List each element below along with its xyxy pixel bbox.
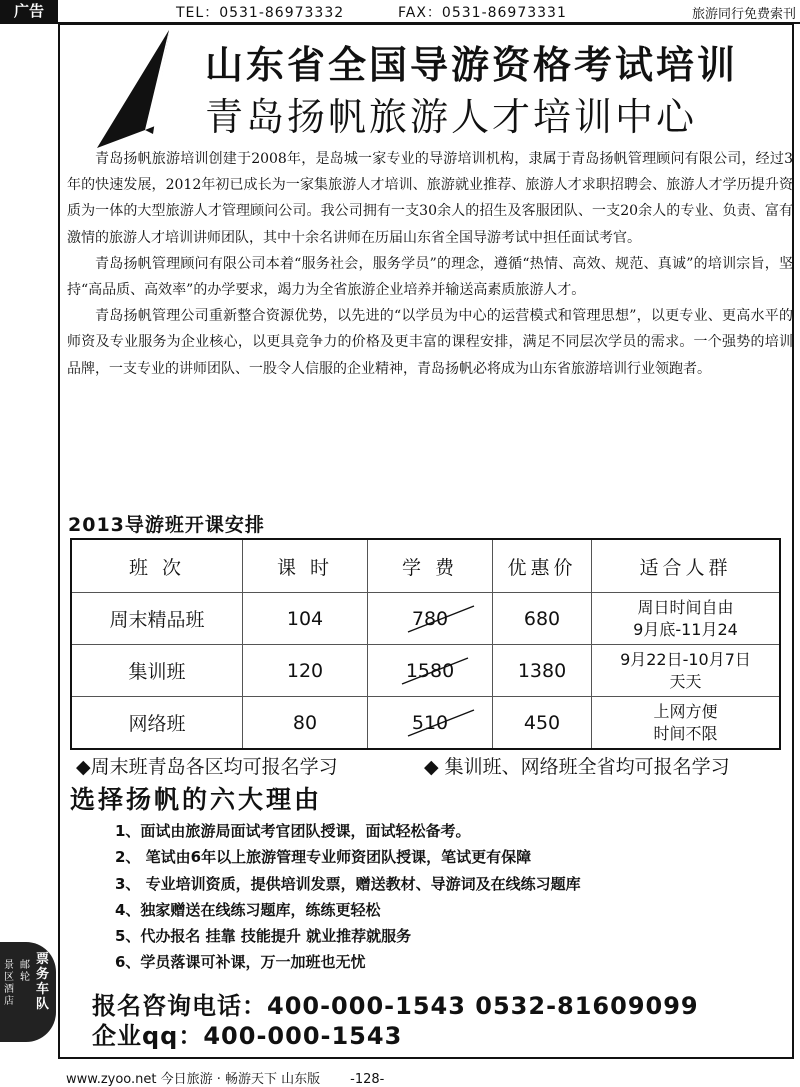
title-line-1: 山东省全国导游资格考试培训 — [205, 43, 739, 87]
class-fee — [368, 593, 493, 645]
table-row — [71, 697, 780, 750]
original-fee: 510 — [411, 711, 449, 734]
class-name: 集训班 — [71, 645, 243, 697]
list-item: 5、代办报名 挂靠 技能提升 就业推荐就服务 — [115, 927, 412, 946]
intro-paragraph: 青岛扬帆管理顾问有限公司本着“服务社会，服务学员”的理念，遵循“热情、高效、规范、真诚”的培训宗旨，坚持“高品质、高效率”的办学要求，竭力为全省旅游企业培养并输送高素质旅游人才。 — [67, 255, 793, 299]
class-fee — [368, 697, 493, 750]
side-tab-col1: 景区酒店 — [4, 960, 14, 1007]
tel-number: TEL：0531-86973332 — [176, 5, 345, 21]
title-line-2: 青岛扬帆旅游人才培训中心 — [205, 95, 698, 139]
side-tab-col3: 票务车队 — [36, 952, 50, 1012]
sail-logo-icon — [95, 30, 175, 150]
original-fee: 1580 — [405, 659, 455, 682]
note-weekend: ◆周末班青岛各区均可报名学习 — [76, 756, 338, 778]
original-fee: 780 — [411, 607, 449, 630]
intro-text — [67, 146, 793, 382]
audience-line: 天天 — [669, 671, 702, 691]
fax-number: FAX：0531-86973331 — [398, 5, 567, 21]
list-item: 4、独家赠送在线练习题库，练练更轻松 — [115, 900, 381, 919]
class-audience — [592, 697, 781, 750]
class-audience — [592, 645, 781, 697]
class-name: 周末精品班 — [71, 593, 243, 645]
audience-line: 9月底-11月24 — [633, 619, 738, 639]
audience-line: 时间不限 — [653, 723, 718, 743]
audience-line: 上网方便 — [653, 701, 718, 721]
schedule-title: 2013导游班开课安排 — [68, 514, 265, 536]
audience-line: 9月22日-10月7日 — [620, 649, 751, 669]
footer-text: www.zyoo.net 今日旅游 · 畅游天下 山东版 — [66, 1072, 321, 1087]
class-hours: 104 — [243, 593, 368, 645]
intro-paragraph: 青岛扬帆管理公司重新整合资源优势，以先进的“以学员为中心的运营模式和管理思想”，以更专业、更高水平的师资及专业服务为企业核心，以更具竞争力的价格及更丰富的课程安排，满足不同层次学员的需求。一个强势的培训品牌，一支专业的讲师团队、一股令人信服的企业精神，青岛扬帆必将成为山东省旅游培训行业领跑者。 — [67, 308, 793, 377]
list-item: 3、 专业培训资质，提供培训发票，赠送教材、导游词及在线练习题库 — [115, 874, 581, 893]
table-row — [71, 593, 780, 645]
strike-mark-icon — [406, 604, 476, 634]
class-name: 网络班 — [71, 697, 243, 750]
reasons-title: 选择扬帆的六大理由 — [70, 785, 323, 814]
header-class: 班 次 — [71, 539, 243, 593]
class-fee — [368, 645, 493, 697]
list-item: 6、学员落课可补课，万一加班也无忧 — [115, 953, 366, 972]
class-hours: 80 — [243, 697, 368, 750]
contact-qq: 企业qq：400-000-1543 — [92, 1022, 403, 1050]
side-tab-col2: 邮轮 — [20, 960, 30, 983]
footer — [66, 1068, 384, 1087]
class-discount: 1380 — [493, 645, 592, 697]
note-province: ◆ 集训班、网络班全省均可报名学习 — [424, 756, 730, 778]
header-discount: 优惠价 — [493, 539, 592, 593]
class-discount: 450 — [493, 697, 592, 750]
list-item: 1、面试由旅游局面试考官团队授课，面试轻松备考。 — [115, 822, 471, 840]
audience-line: 周日时间自由 — [637, 597, 734, 617]
contact-phone: 报名咨询电话：400-000-1543 0532-81609099 — [92, 992, 699, 1020]
intro-paragraph: 青岛扬帆旅游培训创建于2008年，是岛城一家专业的导游培训机构，隶属于青岛扬帆管理顾问有限公司，经过3年的快速发展，2012年初已成长为一家集旅游人才培训、旅游就业推荐、旅游人才求职招聘会、旅游人才学历提升资质为一体的大型旅游人才管理顾问公司。我公司拥有一支30余人的招生及客服团队、一支20余人的专业、负责、富有激情的旅游人才培训讲师团队，其中十余名讲师在历届山东省全国导游考试中担任面试考官。 — [67, 151, 793, 246]
header-audience: 适合人群 — [592, 539, 781, 593]
class-discount: 680 — [493, 593, 592, 645]
table-row — [71, 645, 780, 697]
strike-mark-icon — [406, 708, 476, 738]
schedule-table — [70, 538, 781, 750]
table-header-row — [71, 539, 780, 593]
class-audience — [592, 593, 781, 645]
page-header — [0, 0, 800, 24]
ad-tag: 广告 — [0, 0, 58, 22]
strike-mark-icon — [400, 656, 470, 686]
header-right-text: 旅游同行免费索刊 — [691, 7, 796, 22]
class-hours: 120 — [243, 645, 368, 697]
header-hours: 课 时 — [243, 539, 368, 593]
side-tab — [0, 942, 56, 1042]
header-fee: 学 费 — [368, 539, 493, 593]
reasons-list — [115, 818, 581, 976]
list-item: 2、 笔试由6年以上旅游管理专业师资团队授课，笔试更有保障 — [115, 848, 532, 867]
page-number: -128- — [350, 1072, 385, 1087]
